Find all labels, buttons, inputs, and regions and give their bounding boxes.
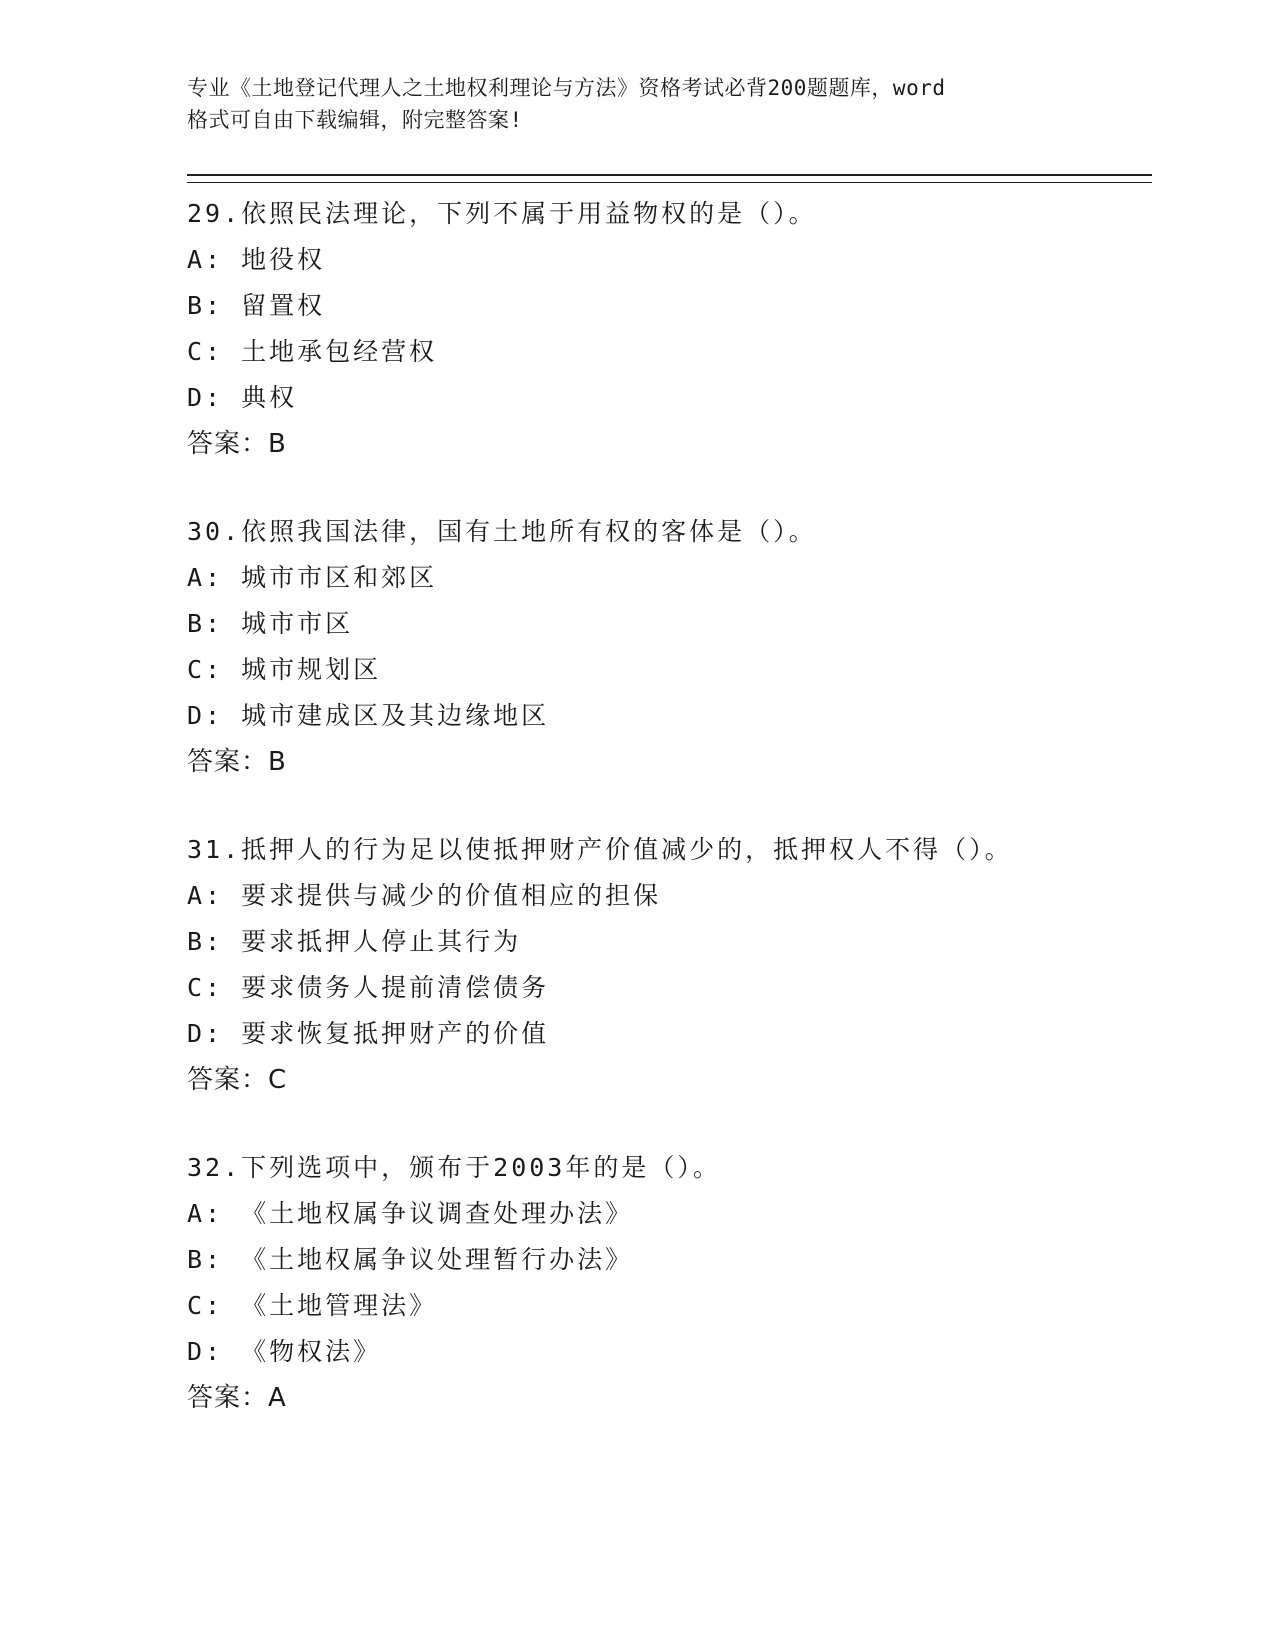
answer: 答案：B (187, 747, 287, 777)
option-c: C: 《土地管理法》 (187, 1291, 438, 1320)
answer: 答案：A (187, 1383, 287, 1413)
question-29 (187, 191, 1152, 467)
option-c: C: 土地承包经营权 (187, 337, 438, 366)
option-a: A: 《土地权属争议调查处理办法》 (187, 1199, 634, 1228)
question-stem: 29.依照民法理论，下列不属于用益物权的是（）。 (187, 199, 817, 228)
option-b: B: 要求抵押人停止其行为 (187, 927, 522, 956)
option-d: D: 城市建成区及其边缘地区 (187, 701, 550, 730)
header-line-1: 专业《土地登记代理人之土地权利理论与方法》资格考试必背200题题库，word (187, 76, 946, 100)
header-line-2: 格式可自由下载编辑，附完整答案! (187, 108, 523, 132)
answer: 答案：B (187, 429, 287, 459)
option-a: A: 要求提供与减少的价值相应的担保 (187, 881, 662, 910)
option-c: C: 城市规划区 (187, 655, 382, 684)
question-31 (187, 827, 1152, 1103)
question-32 (187, 1145, 1152, 1421)
question-stem: 30.依照我国法律，国有土地所有权的客体是（）。 (187, 517, 817, 546)
option-c: C: 要求债务人提前清偿债务 (187, 973, 550, 1002)
option-d: D: 典权 (187, 383, 298, 412)
header-divider (187, 174, 1152, 183)
option-d: D: 《物权法》 (187, 1337, 382, 1366)
option-d: D: 要求恢复抵押财产的价值 (187, 1019, 550, 1048)
question-stem: 31.抵押人的行为足以使抵押财产价值减少的，抵押权人不得（）。 (187, 835, 1013, 864)
document-header (187, 72, 1152, 136)
answer: 答案：C (187, 1065, 288, 1095)
option-a: A: 城市市区和郊区 (187, 563, 438, 592)
option-b: B: 留置权 (187, 291, 326, 320)
option-b: B: 城市市区 (187, 609, 354, 638)
option-a: A: 地役权 (187, 245, 326, 274)
question-stem: 32.下列选项中，颁布于2003年的是（）。 (187, 1153, 721, 1182)
question-30 (187, 509, 1152, 785)
option-b: B: 《土地权属争议处理暂行办法》 (187, 1245, 634, 1274)
document-page (187, 72, 1152, 1421)
